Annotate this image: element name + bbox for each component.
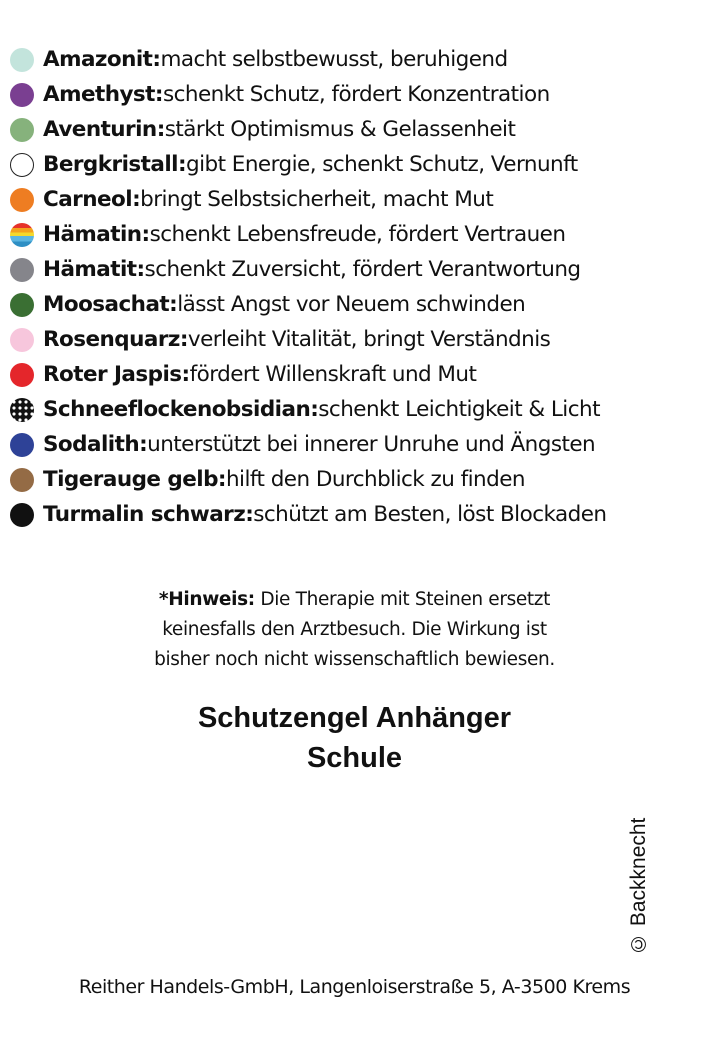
rosenquarz-color-dot-icon bbox=[10, 328, 34, 352]
amazonit-color-dot-icon bbox=[10, 48, 34, 72]
stone-name: Hämatin: bbox=[43, 222, 150, 247]
stone-item-aventurin bbox=[10, 112, 709, 147]
disclaimer-line: keinesfalls den Arztbesuch. Die Wirkung ist bbox=[162, 619, 547, 640]
moosachat-color-dot-icon bbox=[10, 293, 34, 317]
stone-description: unterstützt bei innerer Unruhe und Ängsten bbox=[147, 432, 596, 457]
stone-name: Aventurin: bbox=[43, 117, 165, 142]
tigerauge-gelb-color-dot-icon bbox=[10, 468, 34, 492]
stone-description: schenkt Schutz, fördert Konzentration bbox=[162, 82, 550, 107]
product-title-line: Schule bbox=[306, 742, 403, 774]
haematin-color-dot-icon bbox=[10, 223, 34, 247]
stone-description: schützt am Besten, löst Blockaden bbox=[253, 502, 607, 527]
stone-item-amazonit bbox=[10, 42, 709, 77]
stone-description: stärkt Optimismus & Gelassenheit bbox=[164, 117, 516, 142]
amethyst-color-dot-icon bbox=[10, 83, 34, 107]
stone-name: Rosenquarz: bbox=[43, 327, 188, 352]
product-title-line: Schutzengel Anhänger bbox=[197, 702, 512, 734]
roter-jaspis-color-dot-icon bbox=[10, 363, 34, 387]
stone-name: Moosachat: bbox=[43, 292, 178, 317]
aventurin-color-dot-icon bbox=[10, 118, 34, 142]
bergkristall-color-dot-icon bbox=[10, 153, 34, 177]
stone-list bbox=[10, 42, 709, 532]
stone-description: verleiht Vitalität, bringt Verständnis bbox=[187, 327, 551, 352]
turmalin-schwarz-color-dot-icon bbox=[10, 503, 34, 527]
stone-description: bringt Selbstsicherheit, macht Mut bbox=[140, 187, 494, 212]
sodalith-color-dot-icon bbox=[10, 433, 34, 457]
stone-name: Amethyst: bbox=[43, 82, 163, 107]
stone-item-tigerauge-gelb bbox=[10, 462, 709, 497]
stone-name: Roter Jaspis: bbox=[43, 362, 190, 387]
stone-item-carneol bbox=[10, 182, 709, 217]
company-address: Reither Handels-GmbH, Langenloiserstraße 5, A-3500 Krems bbox=[78, 976, 631, 998]
disclaimer-text: Die Therapie mit Steinen ersetzt bbox=[254, 589, 551, 610]
stone-name: Turmalin schwarz: bbox=[43, 502, 254, 527]
stone-item-sodalith bbox=[10, 427, 709, 462]
stone-description: hilft den Durchblick zu finden bbox=[225, 467, 525, 492]
schneeflockenobsidian-color-dot-icon bbox=[10, 398, 34, 422]
stone-item-haematin bbox=[10, 217, 709, 252]
stone-name: Amazonit: bbox=[43, 47, 161, 72]
stone-description: gibt Energie, schenkt Schutz, Vernunft bbox=[186, 152, 578, 177]
stone-item-roter-jaspis bbox=[10, 357, 709, 392]
carneol-color-dot-icon bbox=[10, 188, 34, 212]
stone-name: Carneol: bbox=[43, 187, 141, 212]
stone-item-amethyst bbox=[10, 77, 709, 112]
stone-item-bergkristall bbox=[10, 147, 709, 182]
copyright-notice: © Backknecht bbox=[627, 817, 650, 955]
stone-description: schenkt Lebensfreude, fördert Vertrauen bbox=[149, 222, 566, 247]
stone-item-turmalin-schwarz bbox=[10, 497, 709, 532]
stone-name: Bergkristall: bbox=[43, 152, 187, 177]
product-title bbox=[0, 698, 709, 778]
stone-name: Tigerauge gelb: bbox=[43, 467, 226, 492]
stone-description: schenkt Zuversicht, fördert Verantwortung bbox=[144, 257, 581, 282]
stone-name: Hämatit: bbox=[43, 257, 145, 282]
stone-item-rosenquarz bbox=[10, 322, 709, 357]
disclaimer-note bbox=[0, 585, 709, 675]
disclaimer-line: bisher noch nicht wissenschaftlich bewiesen. bbox=[154, 649, 555, 670]
stone-description: schenkt Leichtigkeit & Licht bbox=[318, 397, 600, 422]
stone-name: Sodalith: bbox=[43, 432, 148, 457]
stone-name: Schneeflockenobsidian: bbox=[43, 397, 319, 422]
disclaimer-line bbox=[0, 585, 709, 615]
disclaimer-label: *Hinweis: bbox=[158, 589, 255, 610]
stone-description: lässt Angst vor Neuem schwinden bbox=[177, 292, 526, 317]
stone-description: fördert Willenskraft und Mut bbox=[189, 362, 477, 387]
haematit-color-dot-icon bbox=[10, 258, 34, 282]
stone-item-schneeflockenobsidian bbox=[10, 392, 709, 427]
stone-item-haematit bbox=[10, 252, 709, 287]
stone-item-moosachat bbox=[10, 287, 709, 322]
stone-description: macht selbstbewusst, beruhigend bbox=[160, 47, 508, 72]
